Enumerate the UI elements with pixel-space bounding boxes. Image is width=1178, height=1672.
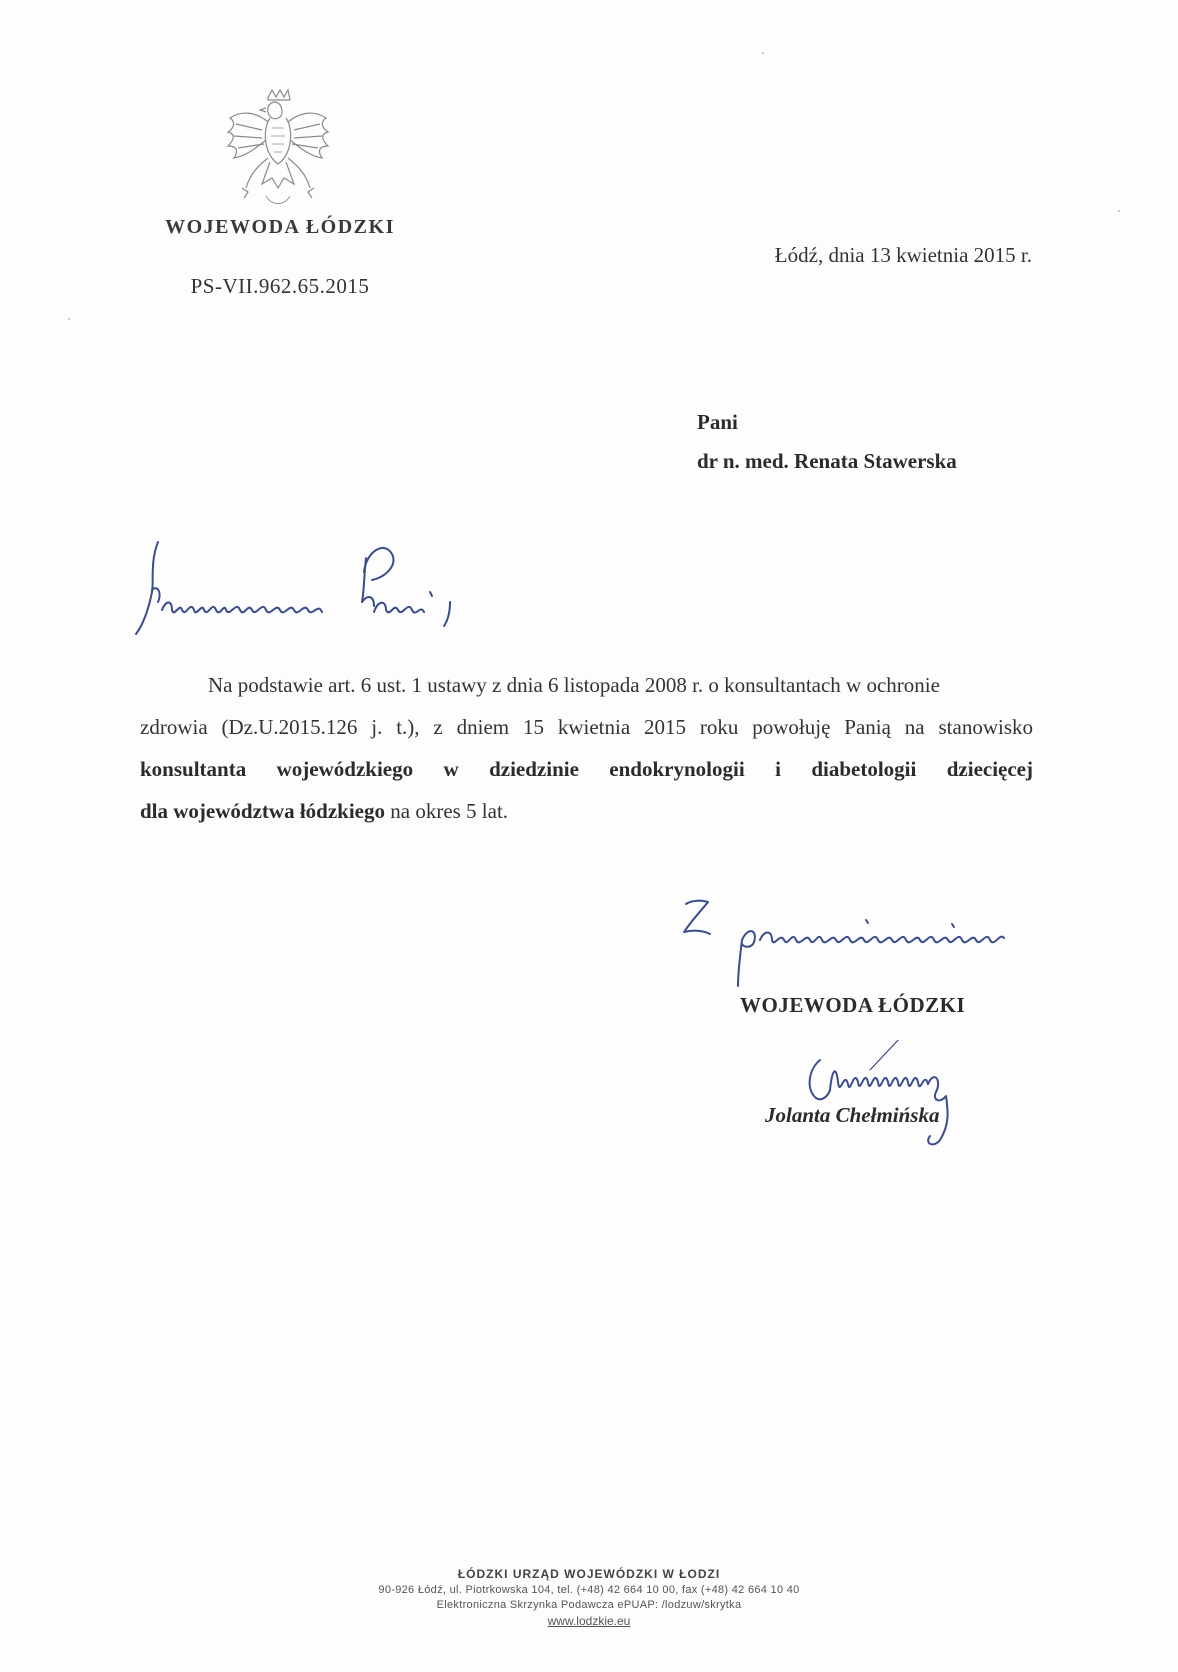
footer-organization: ŁÓDZKI URZĄD WOJEWÓDZKI W ŁODZI	[457, 1567, 721, 1581]
scan-speck	[68, 318, 70, 320]
office-footer	[300, 1567, 878, 1628]
body-line-3: konsultanta wojewódzkiego w dziedzinie endokrynologii i diabetologii dziecięcej	[140, 757, 1033, 781]
recipient-name: dr n. med. Renata Stawerska	[697, 449, 957, 473]
scan-speck	[1118, 210, 1120, 212]
letter-body	[140, 664, 1033, 832]
scan-speck	[762, 52, 764, 54]
handwritten-closing	[680, 890, 1050, 990]
body-line-2: zdrowia (Dz.U.2015.126 j. t.), z dniem 15 kwietnia 2015 roku powołuję Panią na stanowisko	[140, 715, 1033, 739]
body-line-4-rest: na okres 5 lat.	[385, 799, 509, 823]
body-line-4-bold: dla województwa łódzkiego	[140, 799, 385, 823]
handwritten-signature	[800, 1040, 980, 1150]
signer-name: Jolanta Chełmińska	[765, 1103, 940, 1127]
place-and-date: Łódź, dnia 13 kwietnia 2015 r.	[774, 243, 1032, 267]
footer-address: 90-926 Łódź, ul. Piotrkowska 104, tel. (+48) 42 664 10 00, fax (+48) 42 664 10 40	[378, 1584, 800, 1596]
handwritten-salutation	[128, 532, 508, 642]
footer-website-link[interactable]: www.lodzkie.eu	[547, 1614, 631, 1628]
reference-number: PS-VII.962.65.2015	[190, 274, 370, 298]
recipient-block	[697, 410, 957, 488]
body-line-1: Na podstawie art. 6 ust. 1 ustawy z dnia 6 listopada 2008 r. o konsultantach w ochronie	[208, 673, 940, 697]
body-line-4	[140, 790, 1033, 832]
footer-epuap: Elektroniczna Skrzynka Podawcza ePUAP: /lodzuw/skrytka	[436, 1599, 742, 1611]
issuer-title: WOJEWODA ŁÓDZKI	[165, 216, 395, 238]
recipient-salutation: Pani	[697, 410, 738, 434]
signer-title: WOJEWODA ŁÓDZKI	[740, 993, 966, 1017]
polish-eagle-emblem-icon	[222, 88, 334, 216]
